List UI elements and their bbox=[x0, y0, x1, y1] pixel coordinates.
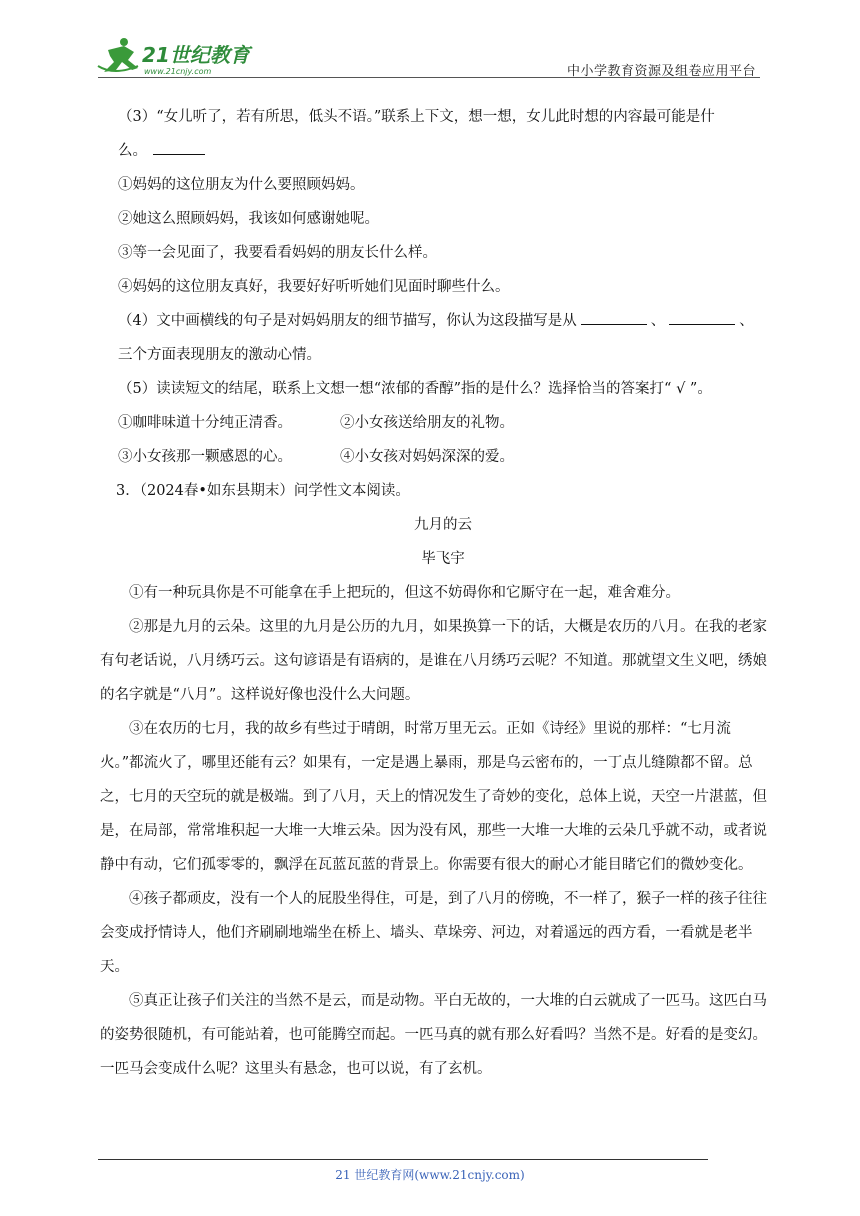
header-divider bbox=[98, 77, 760, 78]
section3-heading: 3．（2024春•如东县期末）问学性文本阅读。 bbox=[116, 483, 410, 499]
q4-stem-line1: （4）文中画横线的句子是对妈妈朋友的细节描写，你认为这段描写是从 、 、 bbox=[118, 304, 768, 338]
article-paragraph-2: ②那是九月的云朵。这里的九月是公历的九月，如果换算一下的话，大概是农历的八月。在我的老家有句老话说，八月绣巧云。这句谚语是有语病的，是谁在八月绣巧云呢？不知道。那就望文生义吧，绣娘的名字就是“八月”。这样说好像也没什么大问题。 bbox=[100, 619, 767, 703]
article-paragraph-3: ③在农历的七月，我的故乡有些过于晴朗，时常万里无云。正如《诗经》里说的那样：“七月流火。”都流火了，哪里还能有云？如果有，一定是遇上暴雨，那是乌云密布的，一丁点儿缝隙都不留。总之，七月的天空玩的就是极端。到了八月，天上的情况发生了奇妙的变化，总体上说，天空一片湛蓝，但是，在局部，常常堆积起一大堆一大堆云朵。因为没有风，那些一大堆一大堆的云朵几乎就不动，或者说静中有动，它们孤零零的，飘浮在瓦蓝瓦蓝的背景上。你需要有很大的耐心才能目睹它们的微妙变化。 bbox=[100, 721, 767, 873]
q3-option-1: ①妈妈的这位朋友为什么要照顾妈妈。 bbox=[118, 177, 365, 193]
q5-options-row1 bbox=[118, 406, 768, 440]
article-paragraph-4: ④孩子都顽皮，没有一个人的屁股坐得住，可是，到了八月的傍晚，不一样了，猴子一样的孩子往往会变成抒情诗人，他们齐刷刷地端坐在桥上、墙头、草垛旁、河边，对着遥远的西方看，一看就是老半天。 bbox=[100, 891, 767, 975]
answer-blank[interactable] bbox=[669, 310, 735, 325]
q5-stem: （5）读读短文的结尾，联系上文想一想“浓郁的香醇”指的是什么？选择恰当的答案打“ √ ”。 bbox=[118, 381, 712, 397]
svg-text:21世纪教育: 21世纪教育 bbox=[142, 43, 250, 67]
q5-option-3: ③小女孩那一颗感恩的心。 bbox=[118, 449, 292, 465]
article-title: 九月的云 bbox=[414, 517, 472, 533]
q3-option-3: ③等一会见面了，我要看看妈妈的朋友长什么样。 bbox=[118, 245, 437, 261]
article-paragraph-1: ①有一种玩具你是不可能拿在手上把玩的，但这不妨碍你和它厮守在一起，难舍难分。 bbox=[129, 585, 680, 601]
site-logo bbox=[94, 36, 264, 78]
article-author: 毕飞宇 bbox=[421, 551, 465, 567]
q5-option-1: ①咖啡味道十分纯正清香。 bbox=[118, 415, 292, 431]
page-content bbox=[100, 100, 768, 1086]
q3-option-2: ②她这么照顾妈妈，我该如何感谢她呢。 bbox=[118, 211, 379, 227]
q5-options-row2 bbox=[118, 440, 768, 474]
q5-option-2: ②小女孩送给朋友的礼物。 bbox=[340, 415, 514, 431]
q3-stem-line2: 么。 bbox=[118, 134, 768, 168]
footer-divider bbox=[98, 1159, 708, 1160]
q3-option-4: ④妈妈的这位朋友真好，我要好好听听她们见面时聊些什么。 bbox=[118, 279, 510, 295]
article-paragraph-5: ⑤真正让孩子们关注的当然不是云，而是动物。平白无故的，一大堆的白云就成了一匹马。这匹白马的姿势很随机，有可能站着，也可能腾空而起。一匹马真的就有那么好看吗？当然不是。好看的是变幻。一匹马会变成什么呢？这里头有悬念，也可以说，有了玄机。 bbox=[100, 993, 767, 1077]
svg-text:www.21cnjy.com: www.21cnjy.com bbox=[144, 67, 212, 76]
answer-blank[interactable] bbox=[581, 310, 647, 325]
q5-option-4: ④小女孩对妈妈深深的爱。 bbox=[340, 449, 514, 465]
answer-blank[interactable] bbox=[153, 140, 205, 155]
q3-stem-line1: （3）“女儿听了，若有所思，低头不语。”联系上下文，想一想，女儿此时想的内容最可能是什 bbox=[118, 109, 715, 125]
q4-stem-line2: 三个方面表现朋友的激动心情。 bbox=[118, 347, 321, 363]
page-footer: 21 世纪教育网(www.21cnjy.com) bbox=[335, 1168, 525, 1182]
running-man-icon bbox=[98, 38, 138, 72]
page-header bbox=[0, 0, 860, 80]
platform-title: 中小学教育资源及组卷应用平台 bbox=[566, 64, 756, 79]
